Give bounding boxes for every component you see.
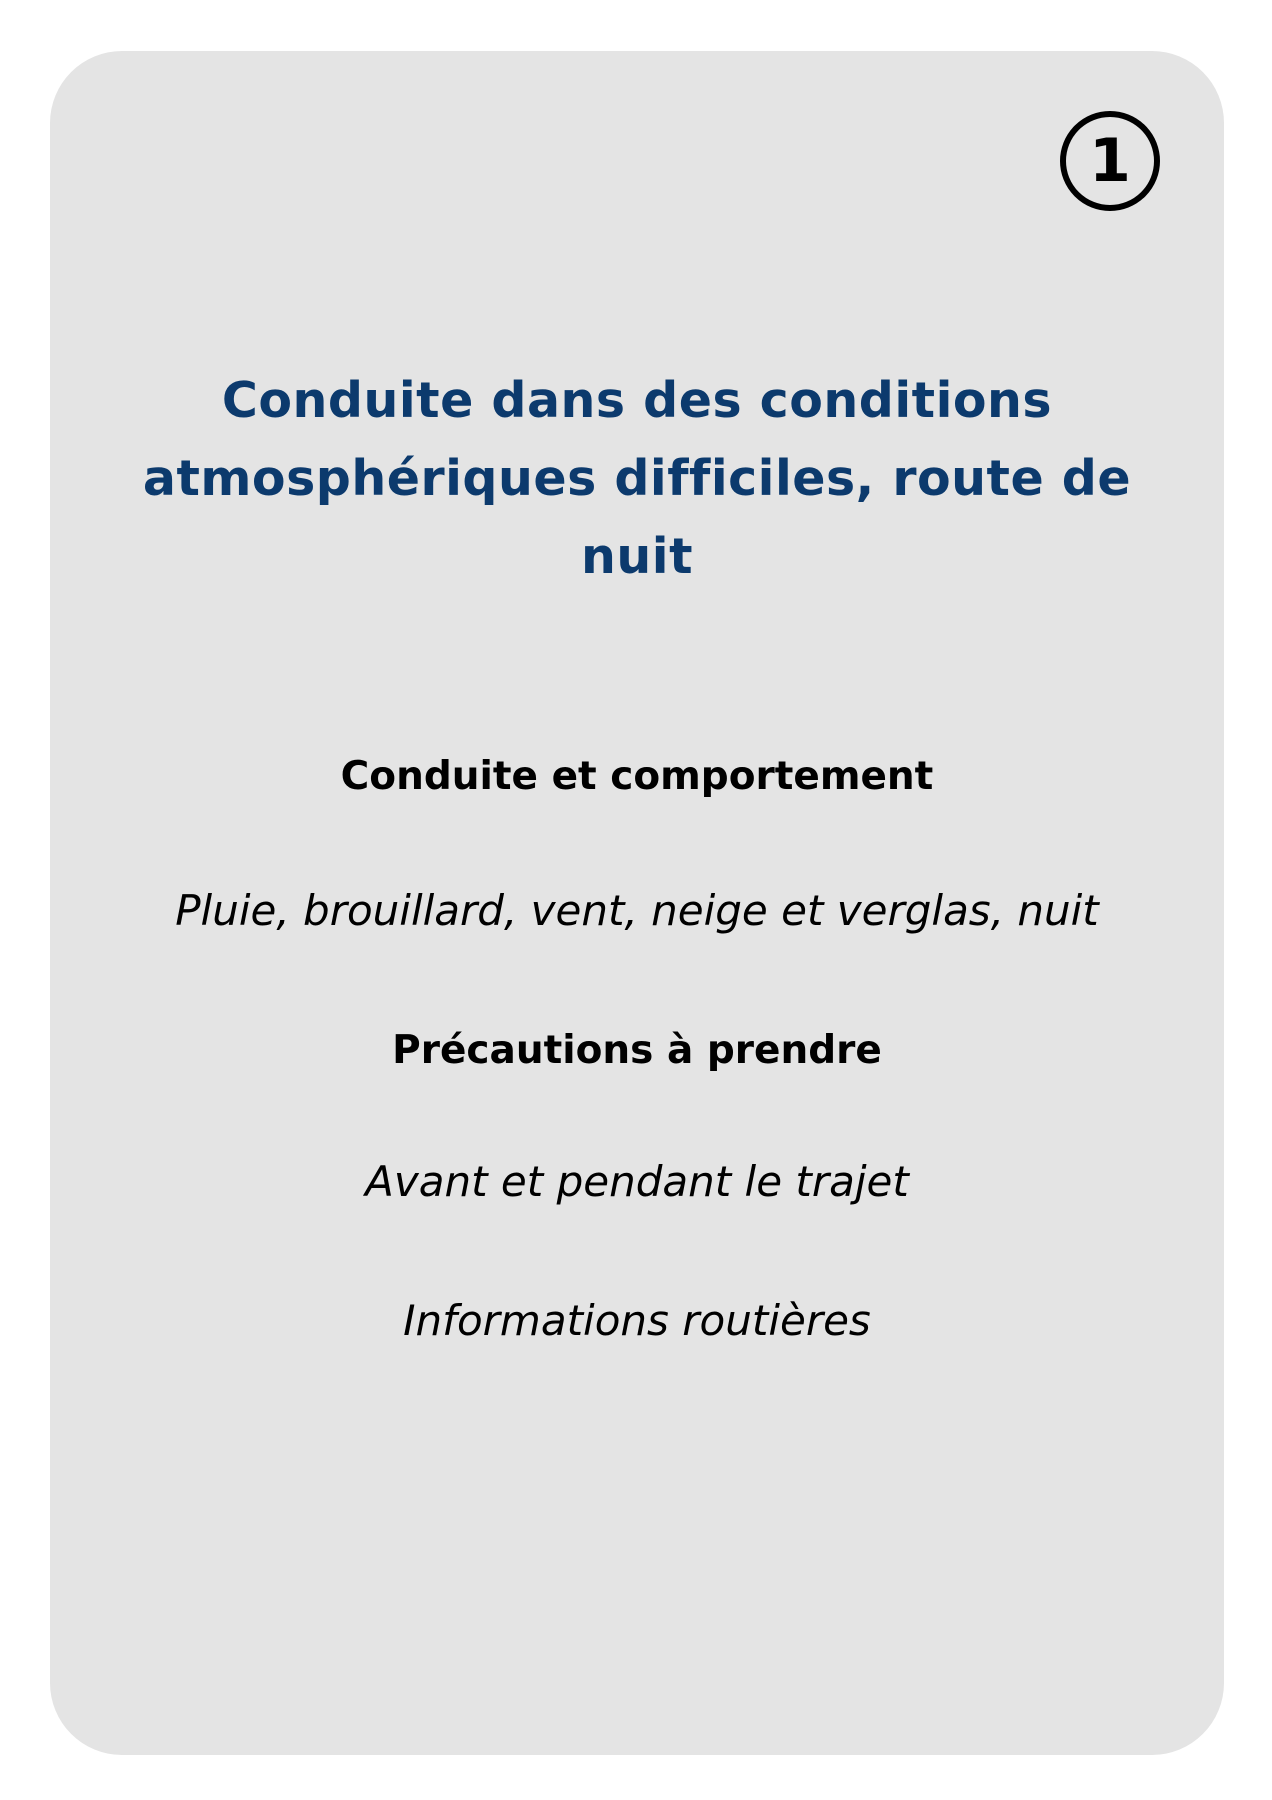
road-information: Informations routières [403, 1296, 871, 1345]
section-heading-driving: Conduite et comportement [340, 754, 934, 799]
card-number-badge [1060, 111, 1160, 211]
before-during-trip: Avant et pendant le trajet [365, 1157, 909, 1206]
section-heading-precautions: Précautions à prendre [392, 1028, 882, 1073]
card-number: 1 [1089, 126, 1131, 196]
card-title: Conduite dans des conditions atmosphériques difficiles, route de nuit [142, 372, 1132, 585]
conditions-list: Pluie, brouillard, vent, neige et verglas, nuit [175, 886, 1099, 935]
